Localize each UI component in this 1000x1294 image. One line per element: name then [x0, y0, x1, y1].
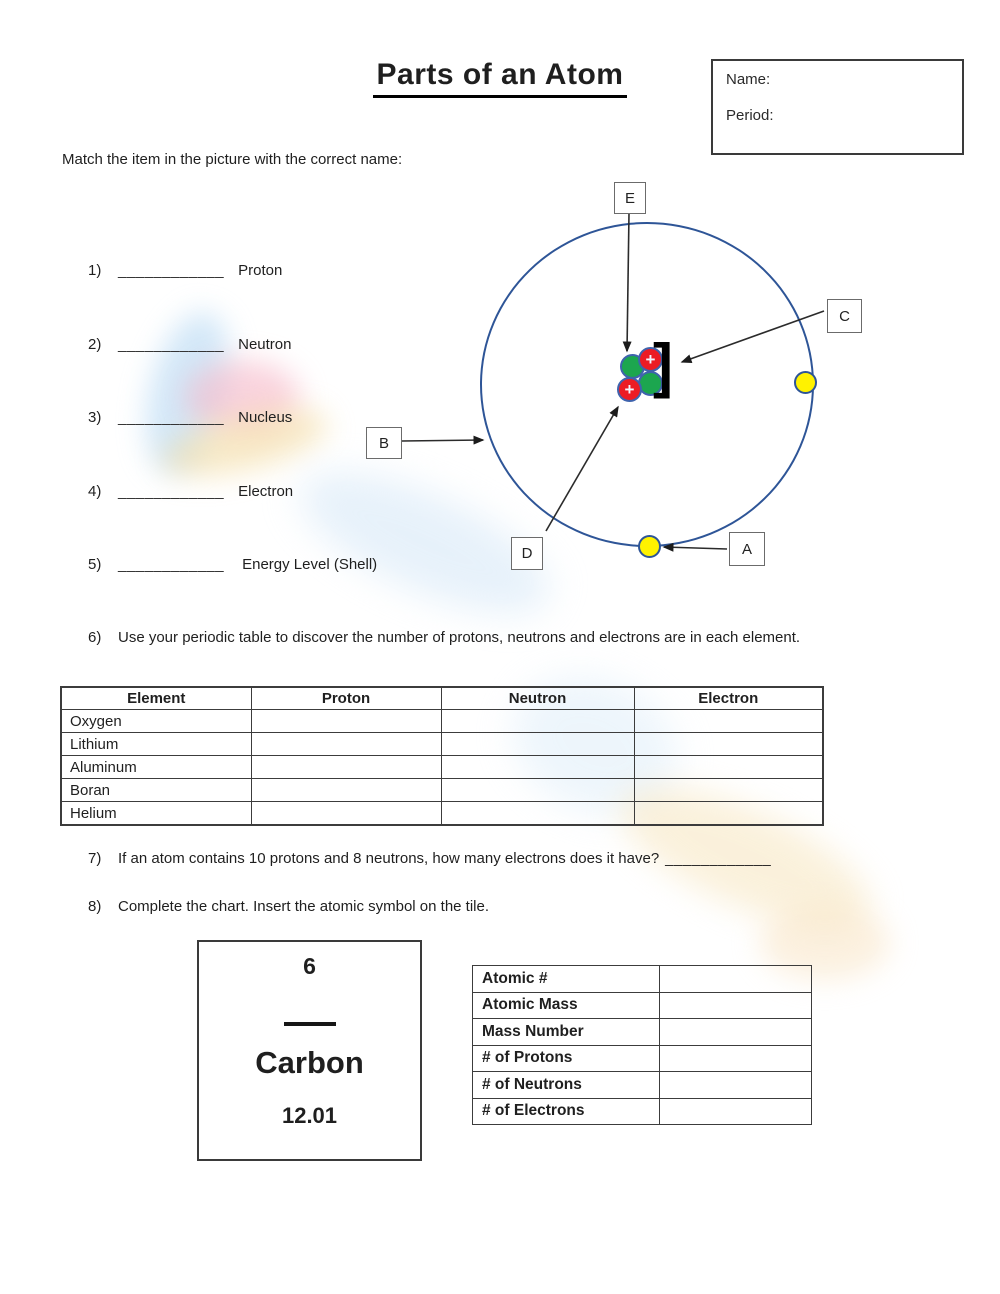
symbol-blank-line: [284, 1022, 336, 1026]
diagram-arrows: [360, 170, 880, 590]
diagram-label-a: A: [729, 532, 765, 566]
arrow-a: [664, 547, 727, 549]
empty-cell: [251, 779, 441, 802]
instructions-text: Match the item in the picture with the correct name:: [62, 151, 403, 168]
table-row: [473, 1072, 812, 1099]
diagram-label-b: B: [366, 427, 402, 459]
empty-cell: [660, 1072, 812, 1099]
empty-cell: [441, 710, 634, 733]
atomic-number: 6: [303, 953, 316, 979]
table-row: [473, 1045, 812, 1072]
element-name: Lithium: [61, 733, 251, 756]
diagram-label-d: D: [511, 537, 543, 570]
empty-cell: [634, 733, 823, 756]
row-label: # of Protons: [473, 1045, 660, 1072]
table-row: [61, 756, 823, 779]
empty-cell: [441, 779, 634, 802]
item-label: Neutron: [238, 336, 292, 353]
empty-cell: [660, 1019, 812, 1046]
element-name: Boran: [61, 779, 251, 802]
empty-cell: [634, 779, 823, 802]
match-item-neutron: [88, 336, 291, 353]
atom-chart-table: [472, 965, 812, 1125]
table-row: [61, 733, 823, 756]
empty-cell: [660, 1045, 812, 1072]
element-name: Helium: [61, 802, 251, 826]
col-header-neutron: Neutron: [441, 687, 634, 710]
answer-blank: ____________: [118, 556, 225, 573]
empty-cell: [660, 1098, 812, 1125]
empty-cell: [441, 802, 634, 826]
question-6: [88, 629, 800, 646]
answer-blank: ____________: [118, 409, 225, 426]
match-item-energy-level: [88, 556, 377, 573]
table-row: [61, 802, 823, 826]
arrow-b: [402, 440, 483, 441]
col-header-element: Element: [61, 687, 251, 710]
answer-blank: ____________: [118, 483, 225, 500]
elements-table: [60, 686, 824, 826]
name-label: Name:: [726, 71, 771, 88]
item-label: Proton: [238, 262, 283, 279]
empty-cell: [634, 802, 823, 826]
empty-cell: [441, 733, 634, 756]
row-label: Atomic #: [473, 966, 660, 993]
question-8: [88, 898, 489, 915]
plus-icon: +: [645, 349, 656, 369]
empty-cell: [251, 802, 441, 826]
element-name: Oxygen: [61, 710, 251, 733]
element-name: Aluminum: [61, 756, 251, 779]
match-item-nucleus: [88, 409, 292, 426]
empty-cell: [251, 710, 441, 733]
row-label: Mass Number: [473, 1019, 660, 1046]
table-row: [473, 1019, 812, 1046]
period-label: Period:: [726, 107, 774, 124]
table-row: [473, 992, 812, 1019]
diagram-label-e: E: [614, 182, 646, 214]
arrow-e: [627, 213, 629, 351]
table-row: [473, 966, 812, 993]
table-row: [61, 779, 823, 802]
atomic-mass: 12.01: [281, 1103, 338, 1128]
match-item-proton: [88, 262, 282, 279]
carbon-element-tile: [197, 940, 422, 1161]
item-label: Nucleus: [238, 409, 293, 426]
answer-blank: ____________: [118, 262, 225, 279]
diagram-label-c: C: [827, 299, 862, 333]
col-header-electron: Electron: [634, 687, 823, 710]
item-number: 2): [88, 336, 102, 353]
element-name: Carbon: [255, 1045, 364, 1080]
answer-blank: ____________: [665, 850, 772, 867]
table-row: [473, 1098, 812, 1125]
item-number: 4): [88, 483, 102, 500]
row-label: # of Electrons: [473, 1098, 660, 1125]
question-text: Use your periodic table to discover the number of protons, neutrons and electrons are in each element.: [118, 629, 801, 646]
arrow-c: [682, 311, 824, 362]
empty-cell: [660, 992, 812, 1019]
table-row: [61, 710, 823, 733]
empty-cell: [441, 756, 634, 779]
arrow-d: [546, 407, 618, 531]
item-number: 5): [88, 556, 102, 573]
item-label: Energy Level (Shell): [242, 556, 378, 573]
row-label: Atomic Mass: [473, 992, 660, 1019]
question-text: Complete the chart. Insert the atomic symbol on the tile.: [118, 898, 490, 915]
question-7: [88, 850, 771, 867]
empty-cell: [251, 733, 441, 756]
question-number: 8): [88, 898, 102, 915]
question-number: 6): [88, 629, 102, 646]
match-item-electron: [88, 483, 293, 500]
empty-cell: [660, 966, 812, 993]
page-title: Parts of an Atom: [373, 58, 628, 98]
item-number: 1): [88, 262, 102, 279]
row-label: # of Neutrons: [473, 1072, 660, 1099]
item-label: Electron: [238, 483, 294, 500]
question-number: 7): [88, 850, 102, 867]
item-number: 3): [88, 409, 102, 426]
empty-cell: [634, 756, 823, 779]
nucleus-bracket: ]: [653, 332, 673, 399]
empty-cell: [251, 756, 441, 779]
name-period-box: [711, 59, 964, 155]
empty-cell: [634, 710, 823, 733]
question-text: If an atom contains 10 protons and 8 neutrons, how many electrons does it have?: [118, 850, 660, 867]
table-header-row: [61, 687, 823, 710]
answer-blank: ____________: [118, 336, 225, 353]
col-header-proton: Proton: [251, 687, 441, 710]
plus-icon: +: [624, 379, 635, 399]
